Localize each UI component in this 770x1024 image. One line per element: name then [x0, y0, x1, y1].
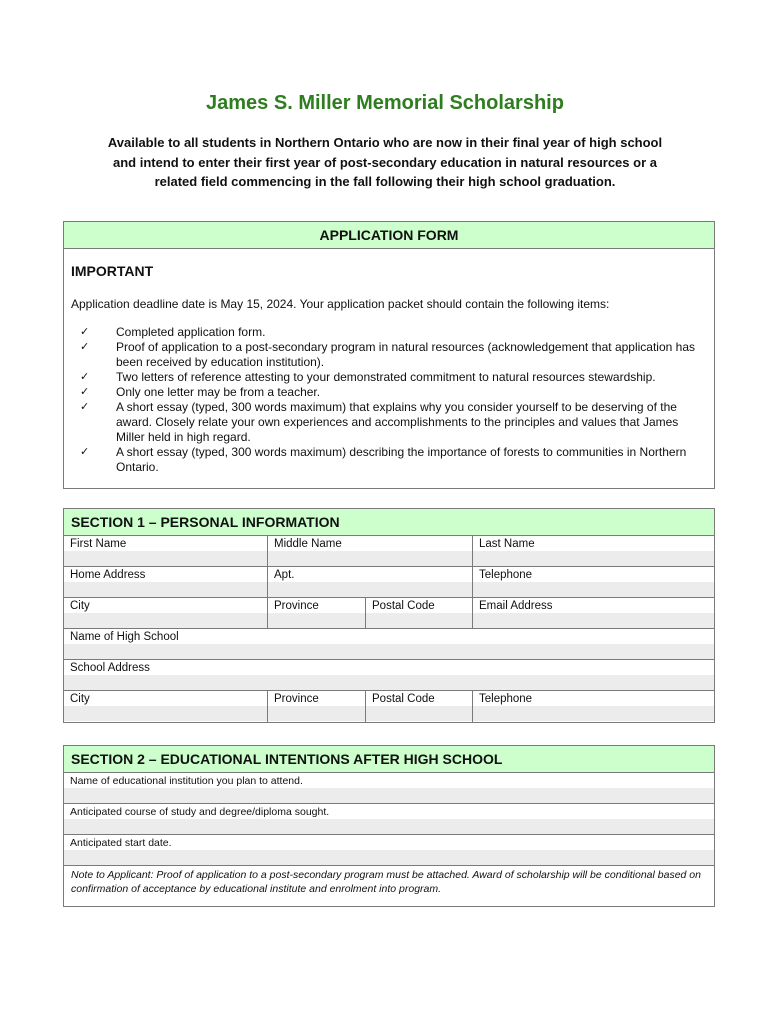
telephone-field[interactable]: Telephone — [473, 567, 714, 597]
eligibility-intro: Available to all students in Northern Ontario who are now in their final year of high school and intend to enter their first year of post-secondary education in natural resources or a related field commencing in the fall following their high school graduation. — [107, 135, 663, 189]
application-form-heading: APPLICATION FORM — [64, 222, 714, 249]
applicant-note: Note to Applicant: Proof of application to a post-secondary program must be attached. Award of scholarship will be conditional based on confirmation of acceptance by educational institute and enrolment into program. — [71, 869, 701, 895]
address-row — [64, 567, 714, 598]
last-name-field[interactable]: Last Name — [473, 536, 714, 566]
home-address-field[interactable]: Home Address — [64, 567, 268, 597]
school-address-row — [64, 660, 714, 691]
application-form-box — [63, 221, 715, 489]
middle-name-field[interactable]: Middle Name — [268, 536, 473, 566]
province-field[interactable]: Province — [268, 598, 366, 628]
check-icon: ✓ — [80, 326, 90, 338]
checklist — [64, 325, 714, 475]
check-icon: ✓ — [80, 341, 90, 353]
postal-code-field[interactable]: Postal Code — [366, 598, 473, 628]
city-field[interactable]: City — [64, 598, 268, 628]
section1-box — [63, 508, 715, 723]
check-icon: ✓ — [80, 446, 90, 458]
course-row — [64, 804, 714, 835]
high-school-row — [64, 629, 714, 660]
course-field[interactable]: Anticipated course of study and degree/diploma sought. — [64, 804, 714, 834]
checklist-item: ✓ Proof of application to a post-secondary program in natural resources (acknowledgement that application has been received by education institution). — [80, 340, 695, 369]
checklist-item: ✓ A short essay (typed, 300 words maximum) describing the importance of forests to communities in Northern Ontario. — [80, 445, 687, 474]
check-icon: ✓ — [80, 386, 90, 398]
name-row — [64, 536, 714, 567]
school-postal-code-field[interactable]: Postal Code — [366, 691, 473, 722]
school-telephone-field[interactable]: Telephone — [473, 691, 714, 722]
apt-field[interactable]: Apt. — [268, 567, 473, 597]
school-city-field[interactable]: City — [64, 691, 268, 722]
email-field[interactable]: Email Address — [473, 598, 714, 628]
checklist-item: ✓ A short essay (typed, 300 words maximum) that explains why you consider yourself to be deserving of the award. Closely relate your own experiences and accomplishments to the principles and values that James Miller held in high regard. — [80, 400, 679, 444]
check-icon: ✓ — [80, 371, 90, 383]
school-address-field[interactable]: School Address — [64, 660, 714, 690]
section1-heading: SECTION 1 – PERSONAL INFORMATION — [64, 509, 714, 536]
school-province-field[interactable]: Province — [268, 691, 366, 722]
start-date-field[interactable]: Anticipated start date. — [64, 835, 714, 865]
first-name-field[interactable]: First Name — [64, 536, 268, 566]
check-icon: ✓ — [80, 401, 90, 413]
page-title: James S. Miller Memorial Scholarship — [206, 92, 564, 114]
city-row — [64, 598, 714, 629]
checklist-item: ✓ Two letters of reference attesting to your demonstrated commitment to natural resources stewardship. — [80, 370, 656, 384]
checklist-item: ✓ Completed application form. — [80, 325, 266, 339]
high-school-field[interactable]: Name of High School — [64, 629, 714, 659]
important-heading: IMPORTANT — [71, 263, 154, 279]
section2-box — [63, 745, 715, 907]
deadline-text: Application deadline date is May 15, 2024. Your application packet should contain the following items: — [71, 297, 610, 311]
start-date-row — [64, 835, 714, 866]
section2-heading: SECTION 2 – EDUCATIONAL INTENTIONS AFTER HIGH SCHOOL — [64, 746, 714, 773]
institution-row — [64, 773, 714, 804]
institution-field[interactable]: Name of educational institution you plan to attend. — [64, 773, 714, 803]
checklist-item: ✓ Only one letter may be from a teacher. — [80, 385, 321, 399]
school-city-row — [64, 691, 714, 722]
